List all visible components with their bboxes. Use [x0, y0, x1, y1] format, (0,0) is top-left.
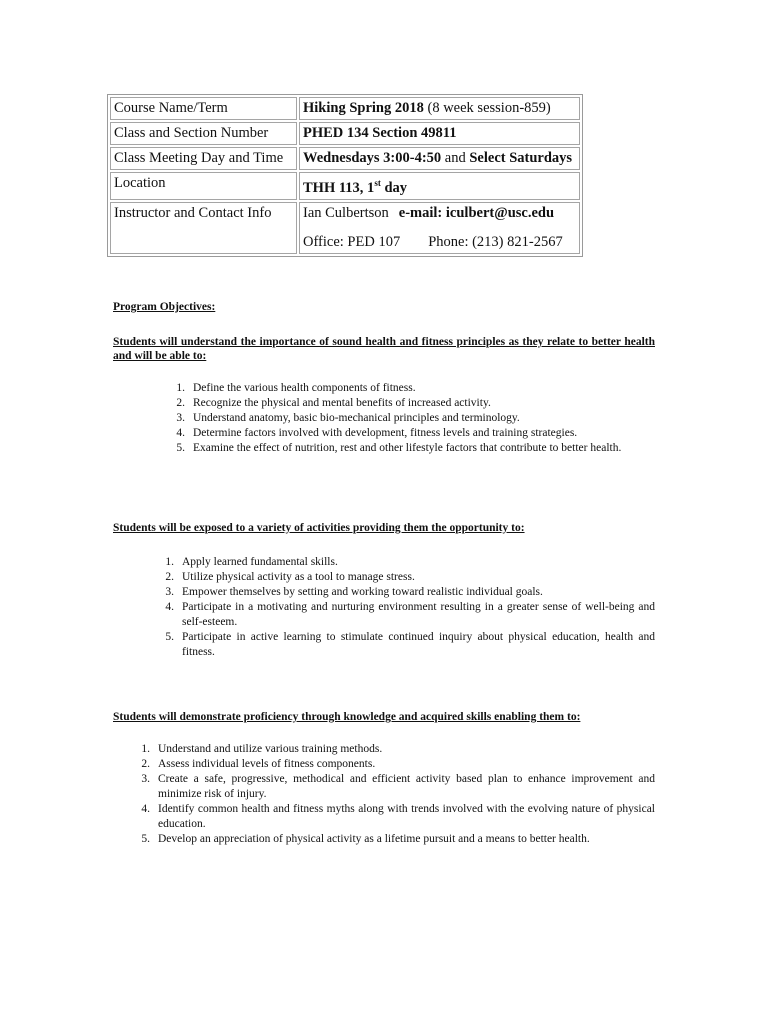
course-name-label: Course Name/Term [110, 97, 297, 120]
list-item: 5. Participate in active learning to stimulate continued inquiry about physical education, health and fitness. [165, 631, 655, 658]
section1-intro: Students will understand the importance of sound health and fitness principles as they relate to better health and will be able to: [113, 336, 655, 362]
list-item: 4. Determine factors involved with development, fitness levels and training strategies. [176, 427, 578, 439]
section1-list [169, 381, 655, 456]
list-item: 1. Define the various health components of fitness. [176, 382, 416, 394]
meeting-time-label: Class Meeting Day and Time [110, 147, 297, 170]
location-value: THH 113, 1st day [299, 172, 580, 200]
table-row [110, 97, 580, 120]
list-item: 1. Apply learned fundamental skills. [165, 556, 338, 568]
list-item: 4. Identify common health and fitness myths along with trends involved with the evolving nature of physical education. [141, 803, 655, 830]
list-item: 2. Assess individual levels of fitness components. [141, 758, 376, 770]
course-info-table [107, 94, 583, 257]
list-item: 2. Utilize physical activity as a tool to manage stress. [165, 571, 415, 583]
instructor-office: Office: PED 107 [303, 233, 401, 250]
table-row [110, 147, 580, 170]
table-row [110, 172, 580, 200]
section3-intro: Students will demonstrate proficiency through knowledge and acquired skills enabling them to: [113, 711, 581, 723]
program-objectives-title: Program Objectives: [113, 301, 216, 313]
list-item: 5. Develop an appreciation of physical activity as a lifetime pursuit and a means to better health. [141, 833, 590, 845]
section2-list [158, 555, 655, 660]
meeting-time-value: Wednesdays 3:00-4:50 and Select Saturdays [299, 147, 580, 170]
instructor-email: e-mail: iculbert@usc.edu [398, 204, 555, 221]
list-item: 3. Create a safe, progressive, methodical and efficient activity based plan to enhance improvement and minimize risk of injury. [141, 773, 655, 800]
instructor-value [299, 202, 580, 254]
instructor-label: Instructor and Contact Info [110, 202, 297, 254]
list-item: 5. Examine the effect of nutrition, rest and other lifestyle factors that contribute to better health. [176, 442, 622, 454]
list-item: 1. Understand and utilize various training methods. [141, 743, 383, 755]
class-section-label: Class and Section Number [110, 122, 297, 145]
section2-intro: Students will be exposed to a variety of activities providing them the opportunity to: [113, 522, 525, 534]
instructor-name: Ian Culbertson [303, 204, 389, 221]
list-item: 2. Recognize the physical and mental benefits of increased activity. [176, 397, 491, 409]
table-row [110, 122, 580, 145]
course-name-value: Hiking Spring 2018 (8 week session-859) [299, 97, 580, 120]
class-section-value: PHED 134 Section 49811 [299, 122, 580, 145]
list-item: 3. Empower themselves by setting and working toward realistic individual goals. [165, 586, 543, 598]
list-item: 4. Participate in a motivating and nurturing environment resulting in a greater sense of well-being and self-esteem. [165, 601, 655, 628]
table-row [110, 202, 580, 254]
section3-list [134, 742, 655, 847]
list-item: 3. Understand anatomy, basic bio-mechanical principles and terminology. [176, 412, 520, 424]
instructor-phone: Phone: (213) 821-2567 [428, 233, 563, 250]
location-label: Location [110, 172, 297, 200]
